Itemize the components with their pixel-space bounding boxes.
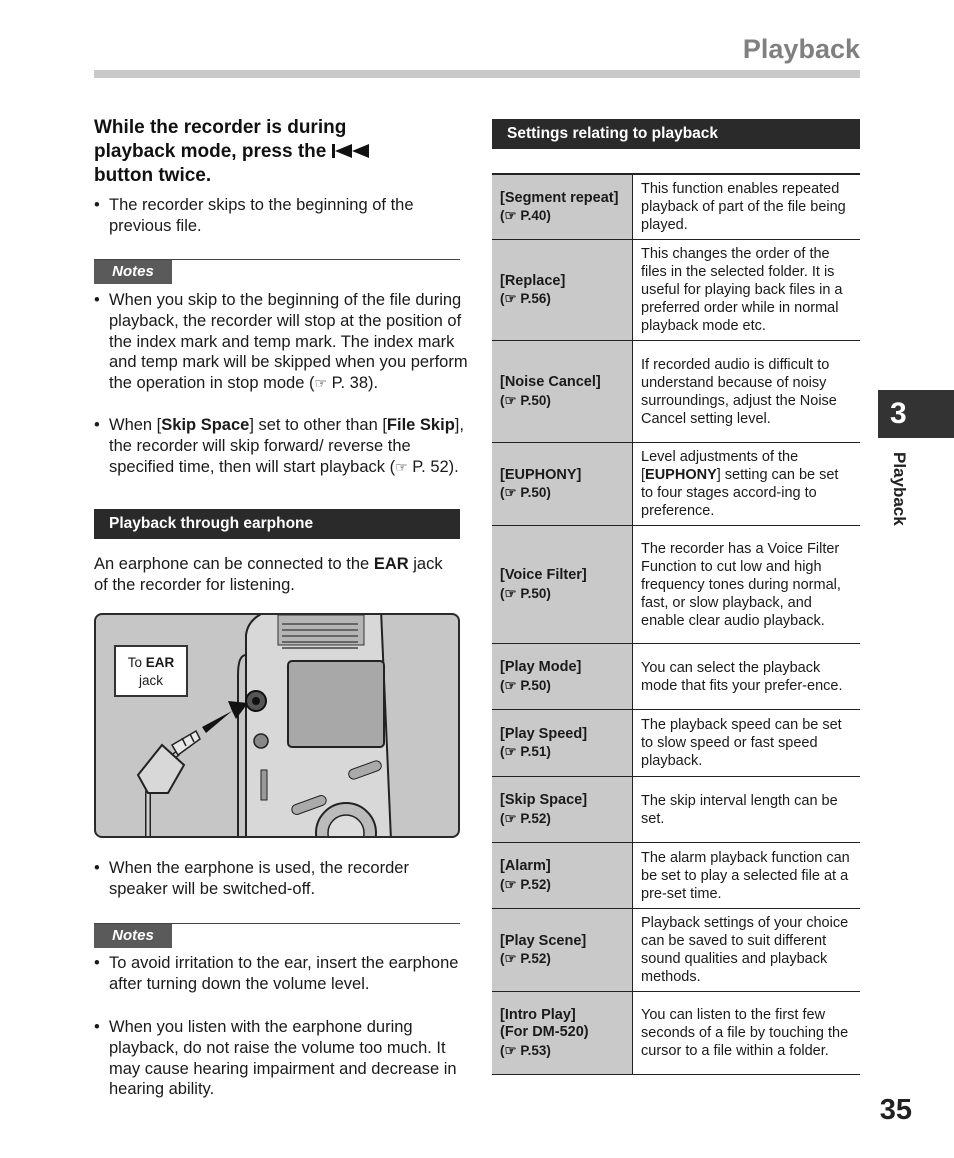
notes2-bullet-2: • When you listen with the earphone during playback, do not raise the volume too much. It may cause hearing impairment and decrease in hearing ability. (94, 1018, 457, 1099)
table-row (492, 843, 860, 909)
skip-back-icon (332, 143, 374, 159)
pointing-hand-icon: ☞ (314, 375, 328, 392)
earphone-section-title: Playback through earphone (94, 509, 460, 539)
chapter-tab: 3 (878, 390, 954, 438)
setting-name: [Noise Cancel] (500, 374, 601, 390)
setting-desc: The alarm playback function can be set to play a selected file at a pre-set time. (641, 849, 850, 902)
notes1-bullet-2: • When [Skip Space] set to other than [File Skip], the recorder will skip forward/ reverse the specified time, then will start playback (☞ P. 52). (94, 416, 464, 476)
setting-desc: The recorder has a Voice Filter Function to cut low and high frequency tones during normal, fast, or slow playback, and enable clear audio playback. (641, 540, 841, 629)
setting-name: [Skip Space] (500, 792, 588, 808)
table-row (492, 992, 860, 1075)
setting-desc: You can listen to the first few seconds of a file by touching the cursor to a file within a folder. (641, 1007, 849, 1059)
setting-name-sub: (For DM-520) (500, 1024, 589, 1041)
earphone-intro: An earphone can be connected to the EAR jack of the recorder for listening. (94, 555, 443, 594)
settings-table (492, 173, 860, 1075)
setting-ref: (☞ P.56) (500, 291, 551, 306)
earphone-bullet: • When the earphone is used, the recorder speaker will be switched-off. (94, 859, 409, 898)
table-row (492, 443, 860, 526)
setting-desc: The skip interval length can be set. (641, 792, 838, 827)
table-row (492, 710, 860, 777)
setting-desc: This changes the order of the files in the selected folder. It is useful for playing back files in a preferred order while in normal playback mode etc. (641, 246, 843, 334)
setting-desc: This function enables repeated playback of part of the file being played. (641, 181, 846, 233)
setting-desc: Level adjustments of the [EUPHONY] setting can be set to four stages accord-ing to preference. (641, 449, 839, 519)
setting-ref: (☞ P.52) (500, 876, 551, 892)
notes1-bullet-1: • When you skip to the beginning of the file during playback, the recorder will stop at the position of the index mark and temp mark. The index mark and temp mark will be skipped when you perform the operation in stop mode (☞ P. 38). (94, 291, 468, 393)
table-row (492, 526, 860, 644)
table-row (492, 909, 860, 992)
table-row (492, 240, 860, 341)
setting-desc: Playback settings of your choice can be saved to suit different sound qualities and playback methods. (641, 915, 849, 985)
setting-ref: (☞ P.52) (500, 810, 551, 826)
section-heading (94, 116, 454, 188)
setting-ref: (☞ P.51) (500, 744, 551, 759)
setting-ref: (☞ P.40) (500, 208, 551, 223)
pointing-hand-icon: ☞ (395, 458, 408, 475)
skip-bullet: • The recorder skips to the beginning of the previous file. (94, 196, 414, 235)
setting-desc: The playback speed can be set to slow speed or fast speed playback. (641, 717, 842, 769)
setting-name: [Replace] (500, 272, 566, 289)
setting-desc: If recorded audio is difficult to understand because of noisy surroundings, adjust the Noise Cancel setting level. (641, 356, 837, 427)
notes-label-1: Notes (94, 260, 172, 284)
setting-ref: (☞ P.52) (500, 951, 551, 966)
title-rule (94, 70, 860, 78)
notes-label-2: Notes (94, 924, 172, 948)
heading-line-3: button twice. (94, 165, 212, 186)
setting-name: [Play Mode] (500, 659, 582, 675)
page-title: Playback (742, 34, 860, 64)
settings-section-title: Settings relating to playback (492, 119, 860, 149)
setting-name: [Alarm] (500, 858, 551, 874)
setting-ref: (☞ P.50) (500, 677, 551, 693)
setting-name: [Voice Filter] (500, 567, 587, 583)
heading-line-2: playback mode, press the (94, 141, 327, 162)
setting-ref: (☞ P.50) (500, 392, 551, 408)
setting-ref: (☞ P.50) (500, 585, 551, 601)
page-number: 35 (879, 1094, 912, 1126)
heading-line-1: While the recorder is during (94, 117, 347, 138)
setting-name: [Segment repeat] (500, 189, 619, 206)
ear-jack-callout: To EAR jack (114, 645, 188, 697)
setting-name: [Intro Play] (500, 1006, 576, 1023)
notes2-bullet-1: • To avoid irritation to the ear, insert the earphone after turning down the volume level. (94, 954, 459, 993)
table-row (492, 175, 860, 240)
setting-ref: (☞ P.53) (500, 1042, 551, 1058)
table-row (492, 777, 860, 843)
setting-name: [Play Speed] (500, 725, 588, 742)
setting-name: [Play Scene] (500, 932, 587, 949)
setting-desc: You can select the playback mode that fits your prefer-ence. (641, 659, 843, 694)
table-row (492, 341, 860, 443)
setting-ref: (☞ P.50) (500, 485, 551, 500)
setting-name: [EUPHONY] (500, 466, 582, 483)
chapter-label: Playback (890, 452, 909, 526)
table-row (492, 644, 860, 710)
